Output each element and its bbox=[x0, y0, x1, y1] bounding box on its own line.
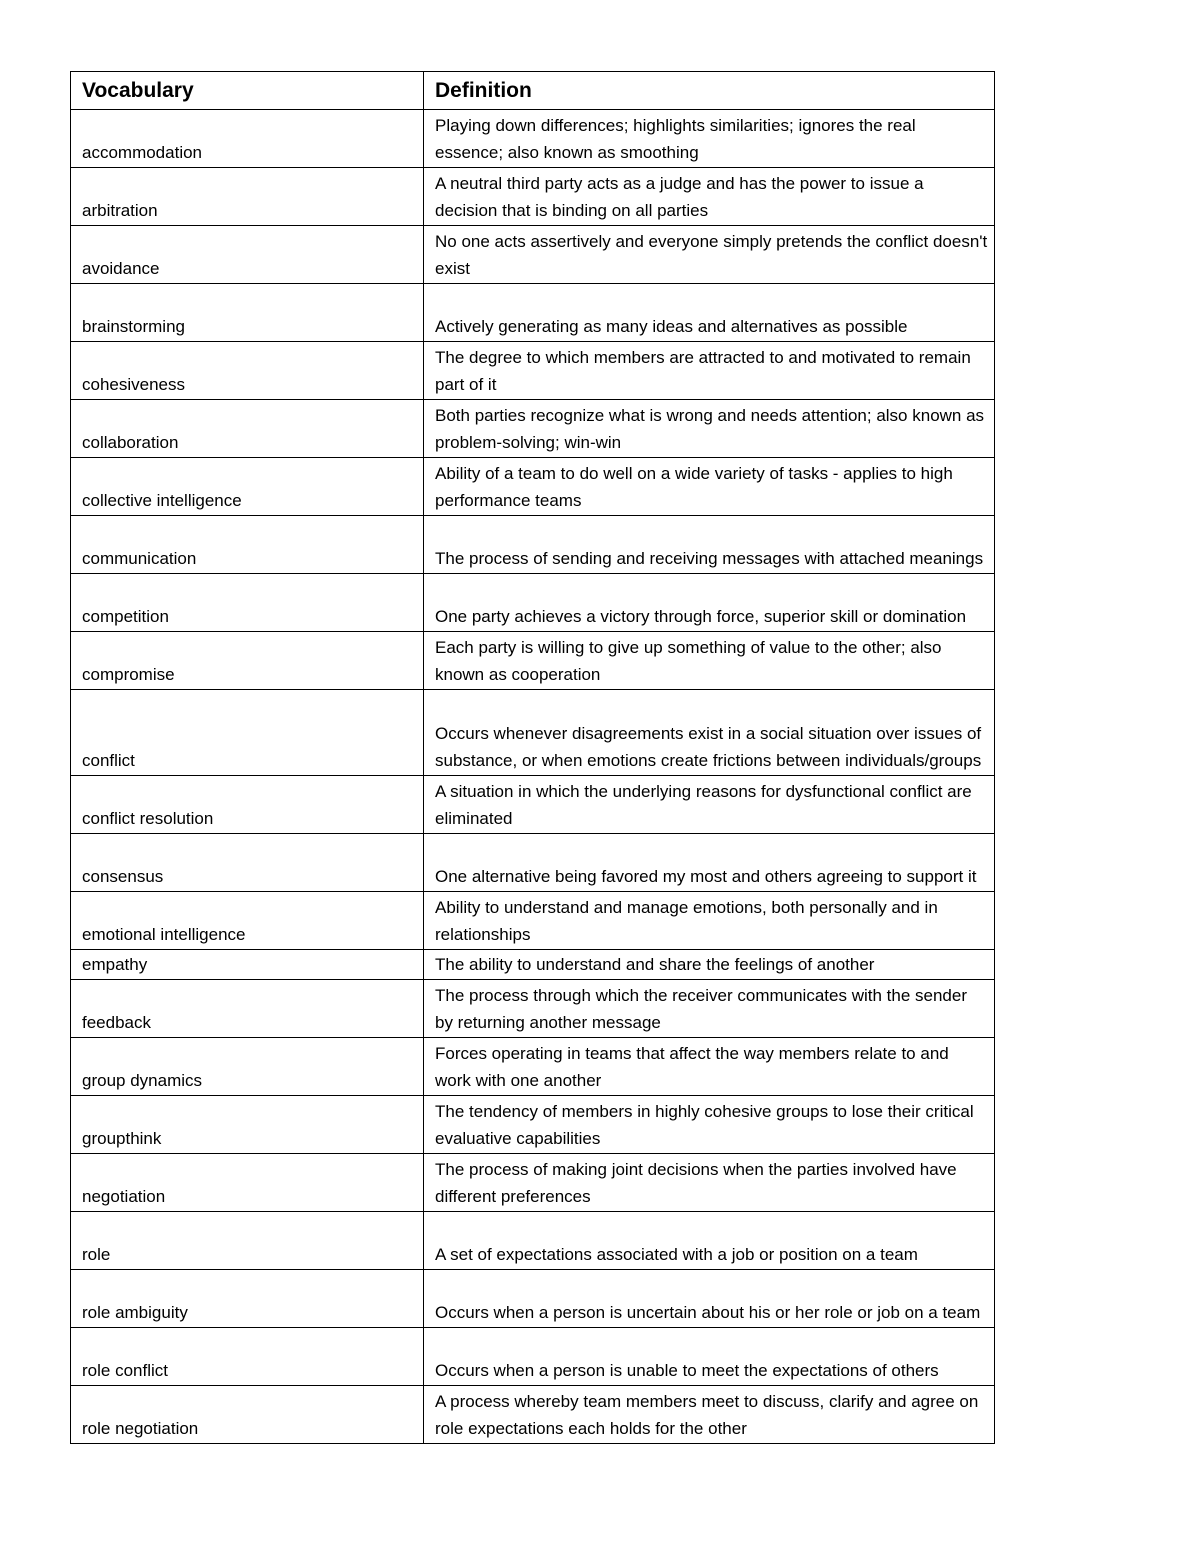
vocabulary-header: Vocabulary bbox=[71, 72, 424, 110]
table-row bbox=[71, 1038, 995, 1096]
term-cell: role conflict bbox=[71, 1328, 424, 1386]
table-row bbox=[71, 284, 995, 342]
table-row bbox=[71, 168, 995, 226]
term-cell: negotiation bbox=[71, 1154, 424, 1212]
table-row bbox=[71, 342, 995, 400]
definition-cell: Each party is willing to give up something of value to the other; also known as cooperation bbox=[424, 632, 995, 690]
term-cell: group dynamics bbox=[71, 1038, 424, 1096]
term-cell: avoidance bbox=[71, 226, 424, 284]
definition-cell: The degree to which members are attracted to and motivated to remain part of it bbox=[424, 342, 995, 400]
definition-cell: No one acts assertively and everyone simply pretends the conflict doesn't exist bbox=[424, 226, 995, 284]
table-row bbox=[71, 574, 995, 632]
table-row bbox=[71, 458, 995, 516]
term-cell: conflict resolution bbox=[71, 776, 424, 834]
term-cell: accommodation bbox=[71, 110, 424, 168]
definition-cell: Forces operating in teams that affect the way members relate to and work with one another bbox=[424, 1038, 995, 1096]
term-cell: consensus bbox=[71, 834, 424, 892]
table-row bbox=[71, 1386, 995, 1444]
table-row bbox=[71, 1270, 995, 1328]
definition-cell: Actively generating as many ideas and alternatives as possible bbox=[424, 284, 995, 342]
vocabulary-table bbox=[70, 71, 995, 1444]
definition-cell: One party achieves a victory through force, superior skill or domination bbox=[424, 574, 995, 632]
term-cell: cohesiveness bbox=[71, 342, 424, 400]
table-row bbox=[71, 1212, 995, 1270]
table-row bbox=[71, 226, 995, 284]
table-row bbox=[71, 980, 995, 1038]
definition-cell: Occurs whenever disagreements exist in a social situation over issues of substance, or when emotions create frictions between individuals/groups bbox=[424, 690, 995, 776]
term-cell: groupthink bbox=[71, 1096, 424, 1154]
term-cell: role negotiation bbox=[71, 1386, 424, 1444]
term-cell: feedback bbox=[71, 980, 424, 1038]
term-cell: conflict bbox=[71, 690, 424, 776]
term-cell: compromise bbox=[71, 632, 424, 690]
definition-cell: Playing down differences; highlights similarities; ignores the real essence; also known as smoothing bbox=[424, 110, 995, 168]
table-row bbox=[71, 690, 995, 776]
table-row bbox=[71, 400, 995, 458]
definition-cell: Occurs when a person is uncertain about his or her role or job on a team bbox=[424, 1270, 995, 1328]
term-cell: collaboration bbox=[71, 400, 424, 458]
definition-cell: Occurs when a person is unable to meet the expectations of others bbox=[424, 1328, 995, 1386]
definition-cell: One alternative being favored my most and others agreeing to support it bbox=[424, 834, 995, 892]
definition-header: Definition bbox=[424, 72, 995, 110]
term-cell: arbitration bbox=[71, 168, 424, 226]
term-cell: collective intelligence bbox=[71, 458, 424, 516]
term-cell: emotional intelligence bbox=[71, 892, 424, 950]
table-row bbox=[71, 1096, 995, 1154]
term-cell: role ambiguity bbox=[71, 1270, 424, 1328]
term-cell: competition bbox=[71, 574, 424, 632]
definition-cell: The tendency of members in highly cohesive groups to lose their critical evaluative capabilities bbox=[424, 1096, 995, 1154]
table-row bbox=[71, 950, 995, 980]
term-cell: empathy bbox=[71, 950, 424, 980]
term-cell: communication bbox=[71, 516, 424, 574]
definition-cell: The process of sending and receiving messages with attached meanings bbox=[424, 516, 995, 574]
definition-cell: The process of making joint decisions when the parties involved have different preferences bbox=[424, 1154, 995, 1212]
definition-cell: Ability of a team to do well on a wide variety of tasks - applies to high performance teams bbox=[424, 458, 995, 516]
table-row bbox=[71, 834, 995, 892]
table-row bbox=[71, 110, 995, 168]
table-row bbox=[71, 632, 995, 690]
term-cell: brainstorming bbox=[71, 284, 424, 342]
definition-cell: A situation in which the underlying reasons for dysfunctional conflict are eliminated bbox=[424, 776, 995, 834]
definition-cell: A neutral third party acts as a judge and has the power to issue a decision that is binding on all parties bbox=[424, 168, 995, 226]
table-row bbox=[71, 776, 995, 834]
table-row bbox=[71, 892, 995, 950]
definition-cell: A process whereby team members meet to discuss, clarify and agree on role expectations each holds for the other bbox=[424, 1386, 995, 1444]
table-row bbox=[71, 1154, 995, 1212]
definition-cell: Ability to understand and manage emotions, both personally and in relationships bbox=[424, 892, 995, 950]
term-cell: role bbox=[71, 1212, 424, 1270]
table-row bbox=[71, 1328, 995, 1386]
definition-cell: The process through which the receiver communicates with the sender by returning another message bbox=[424, 980, 995, 1038]
definition-cell: The ability to understand and share the feelings of another bbox=[424, 950, 995, 980]
header-row bbox=[71, 72, 995, 110]
definition-cell: Both parties recognize what is wrong and needs attention; also known as problem-solving; win-win bbox=[424, 400, 995, 458]
definition-cell: A set of expectations associated with a job or position on a team bbox=[424, 1212, 995, 1270]
table-row bbox=[71, 516, 995, 574]
